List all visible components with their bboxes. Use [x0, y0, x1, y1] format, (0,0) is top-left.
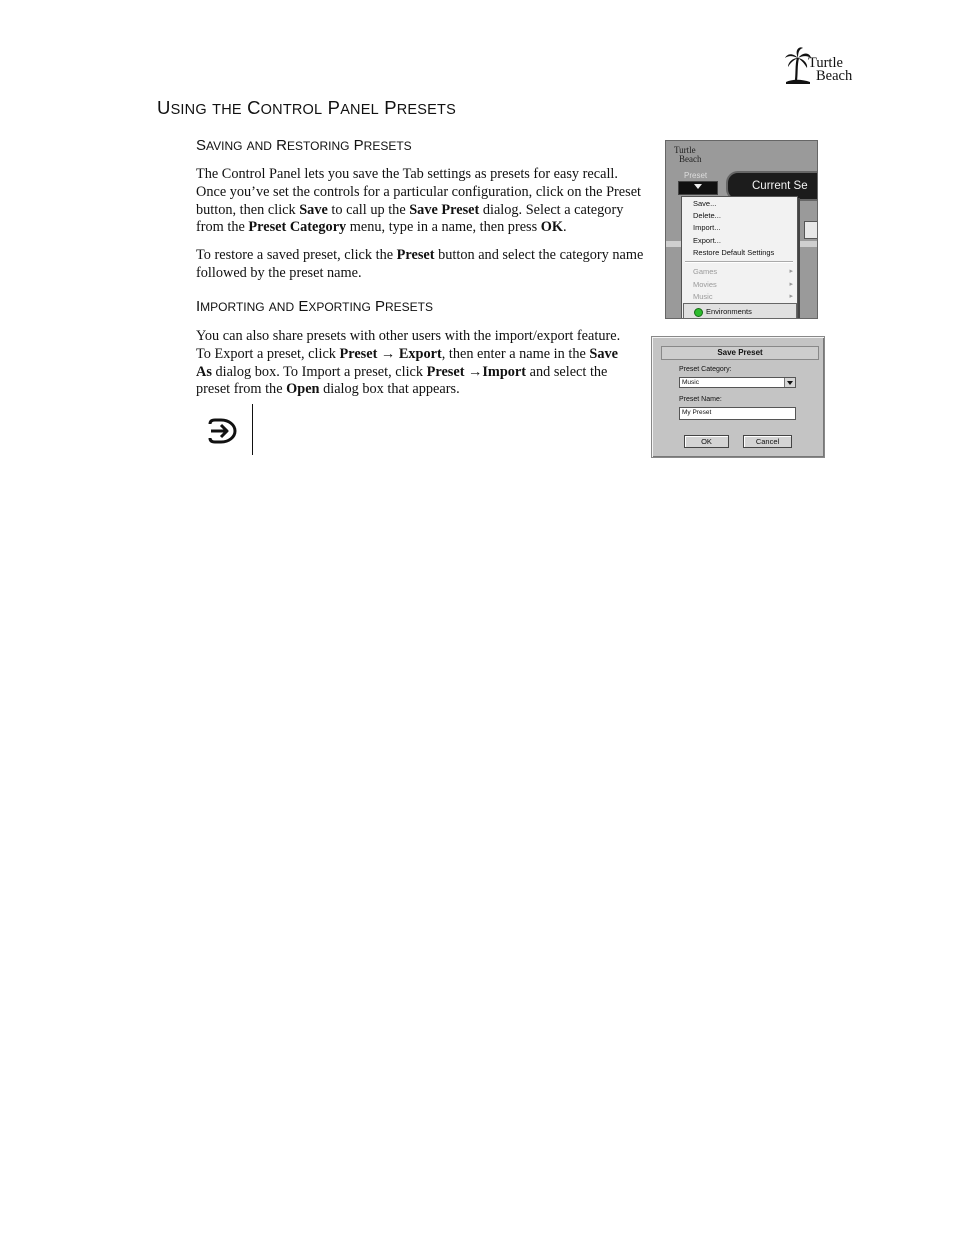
preset-button[interactable]: [678, 181, 718, 195]
preset-name-label: Preset Name:: [679, 396, 722, 403]
environments-item[interactable]: Environments: [683, 303, 797, 319]
control-panel-logo: Turtle Beach: [674, 145, 702, 164]
dialog-title: Save Preset: [661, 346, 819, 360]
preset-label: Preset: [684, 171, 708, 180]
section-heading-saving-restoring: SAVING AND RESTORING PRESETS: [196, 137, 412, 154]
turtle-beach-logo: [784, 46, 860, 86]
page-title: USING THE CONTROL PANEL PRESETS: [157, 97, 456, 118]
ok-button[interactable]: OK: [684, 435, 729, 448]
preset-category-select[interactable]: Music: [679, 377, 796, 388]
status-dot-icon: [694, 308, 703, 317]
tab-partial[interactable]: [804, 221, 818, 239]
note-divider: [252, 404, 253, 455]
logo-text-turtle: Turtle: [808, 55, 843, 71]
dropdown-arrow-icon: [694, 184, 702, 189]
control-panel-screenshot: [665, 140, 818, 319]
menu-item-restore-defaults[interactable]: Restore Default Settings: [693, 248, 775, 257]
menu-item-delete[interactable]: Delete...: [693, 211, 721, 220]
current-settings-display: Current Se: [726, 171, 818, 201]
submenu-arrow-icon: ▸: [789, 267, 793, 275]
submenu-arrow-icon: ▸: [789, 280, 793, 288]
preset-category-label: Preset Category:: [679, 366, 732, 373]
menu-item-export[interactable]: Export...: [693, 236, 721, 245]
menu-item-import[interactable]: Import...: [693, 223, 721, 232]
save-preset-dialog: [651, 336, 825, 458]
preset-menu: [681, 196, 798, 319]
logo-text-beach: Beach: [816, 68, 853, 84]
menu-separator: [685, 261, 793, 263]
menu-item-movies[interactable]: Movies: [693, 280, 717, 289]
right-arrow-icon: [207, 418, 237, 444]
cancel-button[interactable]: Cancel: [743, 435, 792, 448]
preset-name-input[interactable]: My Preset: [679, 407, 796, 420]
paragraph-restoring: To restore a saved preset, click the Preset button and select the category name followed by the preset name.: [196, 247, 644, 281]
menu-item-music[interactable]: Music: [693, 292, 713, 301]
submenu-arrow-icon: ▸: [789, 292, 793, 300]
menu-item-save[interactable]: Save...: [693, 199, 717, 208]
menu-item-games[interactable]: Games: [693, 267, 718, 276]
paragraph-saving: The Control Panel lets you save the Tab settings as presets for easy recall. Once you’ve set the controls for a particular configuration, click on the Preset button, then click Save to call up the Save Preset dialog. Select a category from the Preset Category menu, type in a name, then press OK.: [196, 166, 642, 236]
chevron-down-icon[interactable]: [784, 378, 795, 387]
section-heading-importing-exporting: IMPORTING AND EXPORTING PRESETS: [196, 298, 433, 315]
paragraph-import-export: You can also share presets with other users with the import/export feature. To Export a preset, click Preset → Export, then enter a name in the Save As dialog box. To Import a preset, click Preset →Import and select the preset from the Open dialog box that appears.: [196, 328, 621, 398]
